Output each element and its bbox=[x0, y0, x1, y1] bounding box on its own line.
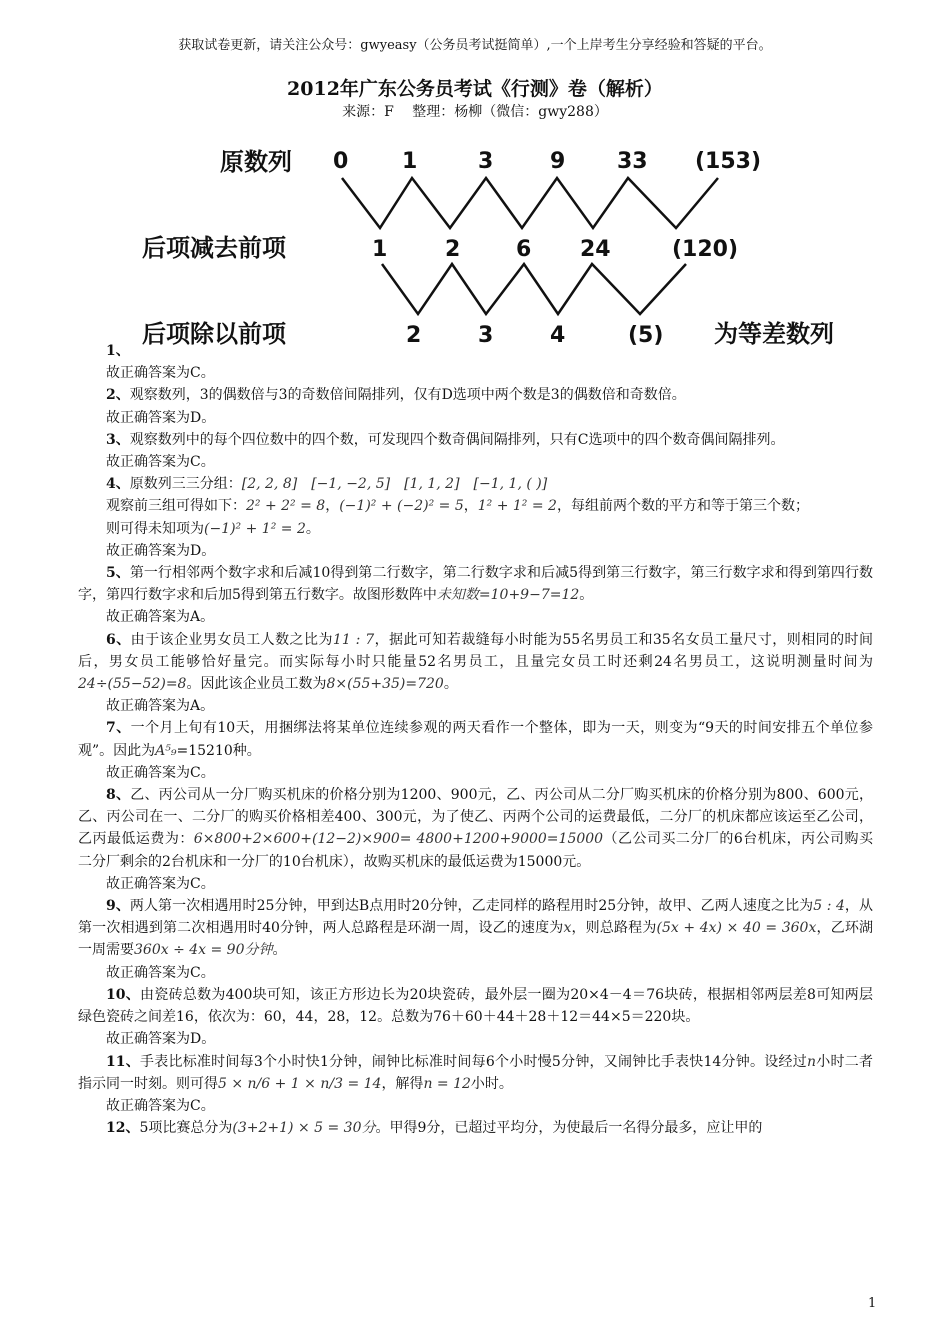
row2-zigzag bbox=[382, 264, 686, 314]
answer-body bbox=[78, 340, 873, 1139]
row1-num: 0 bbox=[333, 149, 349, 174]
page-subtitle: 来源：F 整理：杨柳（微信：gwy288） bbox=[342, 104, 608, 120]
row2-num: 2 bbox=[445, 237, 461, 262]
math-expression: (−1)² + (−2)² = 5 bbox=[339, 498, 464, 515]
q2-paragraph bbox=[78, 384, 873, 406]
q-text: ，解得 bbox=[381, 1075, 424, 1092]
page-title: 2012年广东公务员考试《行测》卷（解析） bbox=[287, 78, 663, 100]
q-number: 4、 bbox=[106, 476, 130, 493]
q-number: 7、 bbox=[106, 720, 131, 737]
q-number: 8、 bbox=[106, 787, 131, 804]
q-text: 5项比赛总分为 bbox=[139, 1120, 233, 1137]
q-text: 乙、丙公司从一分厂购买机床的价格分别为1200、900元，乙、丙公司从二分厂购买机床的价格分别为800、600元，乙、丙公司在一、二分厂的购买价格相差400、300元，为了使乙、丙两个公司的运费最低，二分厂的机床都应该运至乙公司，乙丙最低运费为： bbox=[78, 787, 873, 848]
sequence-diagram bbox=[120, 130, 880, 360]
math-expression: 8×(55+35)=720 bbox=[326, 676, 444, 693]
q-number: 1、 bbox=[106, 343, 130, 359]
math-expression: 5 : 4 bbox=[813, 898, 845, 915]
math-expression: 360x ÷ 4x = 90分钟 bbox=[134, 942, 273, 959]
row1-zigzag bbox=[342, 178, 718, 228]
q-text: 。 bbox=[305, 520, 320, 537]
q-text: 观察数列中的每个四位数中的四个数，可发现四个数奇偶间隔排列，只有C选项中的四个数奇偶间隔排列。 bbox=[129, 431, 785, 448]
q-text: 。 bbox=[272, 942, 287, 959]
q-text: ，则总路程为 bbox=[571, 920, 657, 937]
separator: ， bbox=[325, 498, 340, 515]
q7-paragraph bbox=[78, 717, 873, 761]
q-text: =15210种。 bbox=[176, 742, 261, 759]
row1-num: 3 bbox=[478, 149, 494, 174]
page-header: 获取试卷更新，请关注公众号：gwyeasy（公务员考试挺简单）,一个上岸考生分享经验和答疑的平台。 bbox=[178, 38, 772, 53]
q12-paragraph bbox=[78, 1117, 873, 1139]
q-text: 一个月上旬有10天，用捆绑法将某单位连续参观的两天看作一个整体，即为一天，则变为“9天的时间安排五个单位参观”。因此为 bbox=[78, 720, 873, 759]
math-expression: 11 : 7 bbox=[332, 631, 375, 648]
q6-paragraph bbox=[78, 629, 873, 696]
q-text: 由瓷砖总数为400块可知，该正方形边长为20块瓷砖，最外层一圈为20×4－4＝76块砖，根据相邻两层差8可知两层绿色瓷砖之间差16，依次为：60，44，28，12。总数为76＋60＋44＋28＋12＝44×5＝220块。 bbox=[78, 986, 873, 1026]
q1-paragraph bbox=[78, 340, 873, 362]
q4-observation bbox=[78, 495, 873, 517]
answer-line: 故正确答案为C。 bbox=[106, 964, 215, 981]
q-number: 5、 bbox=[106, 565, 130, 582]
math-expression: A⁵₉ bbox=[155, 742, 177, 759]
q-number: 3、 bbox=[106, 431, 130, 448]
row1-num: 1 bbox=[402, 149, 418, 174]
math-expression: 5 × n/6 + 1 × n/3 = 14 bbox=[218, 1075, 382, 1092]
q-text: ，乙环湖一周需要 bbox=[78, 920, 874, 959]
q-number: 2、 bbox=[106, 387, 130, 404]
math-expression: [2, 2, 8] [−1, −2, 5] [1, 1, 2] [−1, 1, ( )] bbox=[241, 476, 548, 493]
row2-num: 6 bbox=[516, 237, 532, 262]
row2-num: 1 bbox=[372, 237, 388, 262]
q-number: 10、 bbox=[106, 986, 141, 1003]
row1-num: (153) bbox=[695, 149, 762, 174]
math-expression: (−1)² + 1² = 2 bbox=[204, 520, 306, 537]
answer-line: 故正确答案为C。 bbox=[106, 1097, 215, 1114]
q8-paragraph bbox=[78, 784, 873, 873]
q-number: 12、 bbox=[106, 1120, 140, 1137]
row3-num: 3 bbox=[478, 323, 494, 348]
row3-label: 后项除以前项 bbox=[142, 320, 286, 348]
answer-line: 故正确答案为D。 bbox=[106, 1031, 216, 1048]
answer-line: 故正确答案为D。 bbox=[106, 409, 216, 426]
q4-paragraph bbox=[78, 473, 873, 495]
answer-line: 故正确答案为C。 bbox=[106, 365, 215, 382]
answer-line: 故正确答案为A。 bbox=[106, 698, 215, 715]
math-expression: 1² + 1² = 2 bbox=[477, 498, 557, 515]
q5-paragraph bbox=[78, 562, 873, 606]
answer-line: 故正确答案为C。 bbox=[106, 454, 215, 471]
q-text: 手表比标准时间每3个小时快1分钟，闹钟比标准时间每6个小时慢5分钟，又闹钟比手表快14分钟。设经过 bbox=[139, 1053, 807, 1070]
q-text: ，从第一次相遇到第二次相遇用时40分钟，两人总路程是环湖一周，设乙的速度为 bbox=[78, 898, 874, 937]
q-text: 观察前三组可得如下： bbox=[106, 498, 246, 515]
q-number: 11、 bbox=[106, 1053, 140, 1070]
q10-paragraph bbox=[78, 984, 873, 1028]
q-text: 观察数列，3的偶数倍与3的奇数倍间隔排列，仅有D选项中两个数是3的偶数倍和奇数倍。 bbox=[129, 387, 686, 404]
q-text: 。 bbox=[443, 676, 458, 693]
q-text: 。 bbox=[579, 587, 594, 604]
q-text: 原数列三三分组： bbox=[129, 476, 242, 493]
row1-num: 33 bbox=[617, 149, 648, 174]
q-text: 第一行相邻两个数字求和后减10得到第二行数字，第二行数字求和后减5得到第三行数字，第三行数字求和得到第四行数字，第四行数字求和后加5得到第五行数字。故图形数阵中 bbox=[78, 565, 873, 604]
row1-num: 9 bbox=[550, 149, 566, 174]
q-text: 。甲得9分，已超过平均分，为使最后一名得分最多，应让甲的 bbox=[375, 1120, 763, 1137]
math-expression: 24÷(55−52)=8 bbox=[78, 676, 187, 693]
math-expression: 6×800+2×600+(12−2)×900= 4800+1200+9000=15000 bbox=[193, 831, 604, 848]
q-text: 小时二者指示同一时刻。则可得 bbox=[78, 1053, 873, 1092]
q-text: 则可得未知项为 bbox=[106, 520, 204, 537]
answer-line: 故正确答案为A。 bbox=[106, 609, 215, 626]
row3-num: 2 bbox=[406, 323, 422, 348]
q3-paragraph bbox=[78, 429, 873, 451]
math-expression: 2² + 2² = 8 bbox=[246, 498, 326, 515]
math-expression: (5x + 4x) × 40 = 360x bbox=[656, 920, 817, 937]
math-expression: n bbox=[807, 1053, 817, 1070]
q-text: ，每组前两个数的平方和等于第三个数； bbox=[556, 498, 809, 515]
row3-note: 为等差数列 bbox=[714, 320, 834, 348]
q11-paragraph bbox=[78, 1051, 873, 1095]
q4-result bbox=[78, 518, 873, 540]
math-expression: n = 12 bbox=[423, 1075, 471, 1092]
math-expression: x bbox=[563, 920, 572, 937]
q-text: 由于该企业男女员工人数之比为 bbox=[130, 631, 333, 648]
math-expression: 未知数=10+9−7=12 bbox=[436, 587, 580, 604]
row2-num: (120) bbox=[672, 237, 739, 262]
separator: ， bbox=[463, 498, 478, 515]
q-number: 9、 bbox=[106, 898, 130, 915]
q-text: 两人第一次相遇用时25分钟，甲到达B点用时20分钟，乙走同样的路程用时25分钟，故甲、乙两人速度之比为 bbox=[129, 898, 814, 915]
row3-num: 4 bbox=[550, 323, 566, 348]
answer-line: 故正确答案为C。 bbox=[106, 875, 215, 892]
q-text: ，据此可知若裁缝每小时能为55名男员工和35名女员工量尺寸，则相同的时间后，男女员工能够恰好量完。而实际每小时只能量52名男员工，且量完女员工时还剩24名男员工，这说明测量时间为 bbox=[78, 631, 873, 670]
page-number: 1 bbox=[868, 1296, 877, 1311]
math-expression: (3+2+1) × 5 = 30分 bbox=[232, 1120, 376, 1137]
q-text: （乙公司买二分厂的6台机床，丙公司购买二分厂剩余的2台机床和一分厂的10台机床），故购买机床的最低运费为15000元。 bbox=[78, 831, 873, 870]
q-text: 小时。 bbox=[470, 1075, 513, 1092]
q-text: 。因此该企业员工数为 bbox=[186, 676, 327, 693]
row1-label: 原数列 bbox=[220, 148, 292, 176]
answer-line: 故正确答案为C。 bbox=[106, 764, 215, 781]
answer-line: 故正确答案为D。 bbox=[106, 542, 216, 559]
q-number: 6、 bbox=[106, 631, 131, 648]
row2-num: 24 bbox=[580, 237, 611, 262]
row2-label: 后项减去前项 bbox=[142, 234, 286, 262]
row3-num: (5) bbox=[628, 323, 664, 348]
q9-paragraph bbox=[78, 895, 873, 962]
